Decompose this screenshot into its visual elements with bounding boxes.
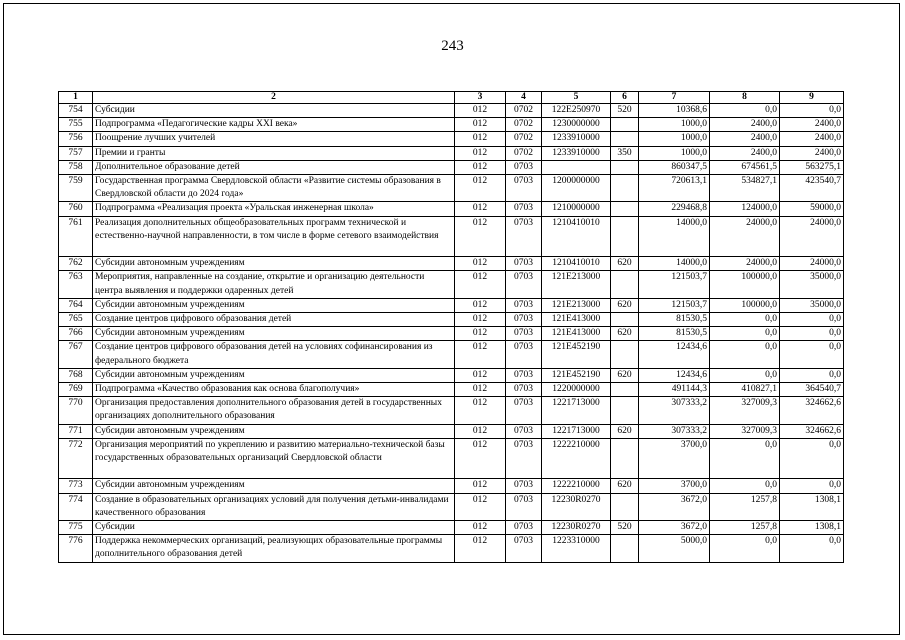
expense-type-cell bbox=[611, 535, 639, 562]
row-name-cell: Подпрограмма «Педагогические кадры XXI века» bbox=[93, 118, 455, 132]
target-article-cell bbox=[542, 160, 611, 174]
section-code-cell: 0703 bbox=[506, 493, 542, 520]
ministry-code-cell: 012 bbox=[455, 438, 506, 479]
target-article-cell: 1221713000 bbox=[542, 397, 611, 424]
section-code-cell: 0703 bbox=[506, 216, 542, 257]
section-code-cell: 0703 bbox=[506, 202, 542, 216]
expense-type-cell: 620 bbox=[611, 424, 639, 438]
row-name-cell: Субсидии автономным учреждениям bbox=[93, 327, 455, 341]
ministry-code-cell: 012 bbox=[455, 118, 506, 132]
table-row bbox=[59, 493, 844, 520]
amount-cell: 2400,0 bbox=[780, 118, 844, 132]
table-header-row bbox=[59, 92, 844, 104]
section-code-cell: 0702 bbox=[506, 146, 542, 160]
column-header: 1 bbox=[59, 92, 93, 104]
ministry-code-cell: 012 bbox=[455, 521, 506, 535]
expense-type-cell: 620 bbox=[611, 327, 639, 341]
amount-cell: 3672,0 bbox=[639, 493, 710, 520]
ministry-code-cell: 012 bbox=[455, 535, 506, 562]
amount-cell: 0,0 bbox=[710, 535, 780, 562]
table-row bbox=[59, 271, 844, 298]
ministry-code-cell: 012 bbox=[455, 257, 506, 271]
row-number-cell: 768 bbox=[59, 368, 93, 382]
column-header: 9 bbox=[780, 92, 844, 104]
section-code-cell: 0703 bbox=[506, 175, 542, 202]
ministry-code-cell: 012 bbox=[455, 479, 506, 493]
row-number-cell: 767 bbox=[59, 341, 93, 368]
row-name-cell: Дополнительное образование детей bbox=[93, 160, 455, 174]
amount-cell: 2400,0 bbox=[780, 146, 844, 160]
table-row bbox=[59, 341, 844, 368]
ministry-code-cell: 012 bbox=[455, 298, 506, 312]
amount-cell: 0,0 bbox=[710, 327, 780, 341]
amount-cell: 860347,5 bbox=[639, 160, 710, 174]
row-name-cell: Создание центров цифрового образования детей bbox=[93, 313, 455, 327]
amount-cell: 327009,3 bbox=[710, 424, 780, 438]
ministry-code-cell: 012 bbox=[455, 271, 506, 298]
expense-type-cell bbox=[611, 118, 639, 132]
row-name-cell: Субсидии автономным учреждениям bbox=[93, 257, 455, 271]
amount-cell: 0,0 bbox=[710, 438, 780, 479]
section-code-cell: 0703 bbox=[506, 424, 542, 438]
expense-type-cell: 520 bbox=[611, 521, 639, 535]
amount-cell: 0,0 bbox=[780, 479, 844, 493]
row-number-cell: 761 bbox=[59, 216, 93, 257]
column-header: 7 bbox=[639, 92, 710, 104]
ministry-code-cell: 012 bbox=[455, 383, 506, 397]
amount-cell: 0,0 bbox=[780, 368, 844, 382]
budget-table bbox=[58, 91, 844, 563]
row-number-cell: 776 bbox=[59, 535, 93, 562]
row-number-cell: 772 bbox=[59, 438, 93, 479]
target-article-cell: 1222210000 bbox=[542, 438, 611, 479]
expense-type-cell bbox=[611, 341, 639, 368]
amount-cell: 563275,1 bbox=[780, 160, 844, 174]
row-name-cell: Субсидии автономным учреждениям bbox=[93, 298, 455, 312]
ministry-code-cell: 012 bbox=[455, 493, 506, 520]
amount-cell: 0,0 bbox=[780, 438, 844, 479]
row-name-cell: Реализация дополнительных общеобразовательных программ технической и естественно-научной направленности, в том числе в форме сетевого взаимодействия bbox=[93, 216, 455, 257]
row-number-cell: 771 bbox=[59, 424, 93, 438]
amount-cell: 2400,0 bbox=[710, 132, 780, 146]
ministry-code-cell: 012 bbox=[455, 104, 506, 118]
row-name-cell: Премии и гранты bbox=[93, 146, 455, 160]
row-number-cell: 763 bbox=[59, 271, 93, 298]
column-header: 2 bbox=[93, 92, 455, 104]
table-row bbox=[59, 132, 844, 146]
section-code-cell: 0702 bbox=[506, 118, 542, 132]
section-code-cell: 0703 bbox=[506, 535, 542, 562]
ministry-code-cell: 012 bbox=[455, 397, 506, 424]
section-code-cell: 0703 bbox=[506, 257, 542, 271]
column-header: 4 bbox=[506, 92, 542, 104]
column-header: 8 bbox=[710, 92, 780, 104]
expense-type-cell bbox=[611, 397, 639, 424]
table-row bbox=[59, 397, 844, 424]
target-article-cell: 1223310000 bbox=[542, 535, 611, 562]
row-name-cell: Мероприятия, направленные на создание, открытие и организацию деятельности центра выявления и поддержки одаренных детей bbox=[93, 271, 455, 298]
amount-cell: 1308,1 bbox=[780, 521, 844, 535]
column-header: 6 bbox=[611, 92, 639, 104]
expense-type-cell bbox=[611, 160, 639, 174]
amount-cell: 0,0 bbox=[780, 535, 844, 562]
table-row bbox=[59, 216, 844, 257]
amount-cell: 324662,6 bbox=[780, 424, 844, 438]
row-name-cell: Субсидии автономным учреждениям bbox=[93, 479, 455, 493]
expense-type-cell bbox=[611, 313, 639, 327]
row-number-cell: 766 bbox=[59, 327, 93, 341]
table-row bbox=[59, 202, 844, 216]
page-number: 243 bbox=[441, 38, 464, 54]
row-name-cell: Создание в образовательных организациях условий для получения детьми-инвалидами качественного образования bbox=[93, 493, 455, 520]
table-body bbox=[59, 104, 844, 563]
row-number-cell: 770 bbox=[59, 397, 93, 424]
row-name-cell: Организация предоставления дополнительного образования детей в государственных организациях дополнительного образования bbox=[93, 397, 455, 424]
row-number-cell: 758 bbox=[59, 160, 93, 174]
row-number-cell: 756 bbox=[59, 132, 93, 146]
target-article-cell: 12230R0270 bbox=[542, 521, 611, 535]
amount-cell: 324662,6 bbox=[780, 397, 844, 424]
table-row bbox=[59, 146, 844, 160]
amount-cell: 12434,6 bbox=[639, 368, 710, 382]
amount-cell: 1000,0 bbox=[639, 118, 710, 132]
target-article-cell: 1230000000 bbox=[542, 118, 611, 132]
amount-cell: 0,0 bbox=[710, 341, 780, 368]
expense-type-cell bbox=[611, 202, 639, 216]
amount-cell: 327009,3 bbox=[710, 397, 780, 424]
amount-cell: 124000,0 bbox=[710, 202, 780, 216]
row-name-cell: Подпрограмма «Реализация проекта «Уральская инженерная школа» bbox=[93, 202, 455, 216]
amount-cell: 423540,7 bbox=[780, 175, 844, 202]
amount-cell: 1257,8 bbox=[710, 521, 780, 535]
ministry-code-cell: 012 bbox=[455, 146, 506, 160]
amount-cell: 14000,0 bbox=[639, 216, 710, 257]
amount-cell: 35000,0 bbox=[780, 298, 844, 312]
section-code-cell: 0703 bbox=[506, 438, 542, 479]
amount-cell: 121503,7 bbox=[639, 271, 710, 298]
row-name-cell: Подпрограмма «Качество образования как основа благополучия» bbox=[93, 383, 455, 397]
target-article-cell: 1222210000 bbox=[542, 479, 611, 493]
target-article-cell: 1220000000 bbox=[542, 383, 611, 397]
row-name-cell: Организация мероприятий по укреплению и развитию материально-технической базы государственных образовательных организаций Свердловской области bbox=[93, 438, 455, 479]
section-code-cell: 0703 bbox=[506, 368, 542, 382]
row-name-cell: Государственная программа Свердловской области «Развитие системы образования в Свердловской области до 2024 года» bbox=[93, 175, 455, 202]
expense-type-cell: 620 bbox=[611, 257, 639, 271]
row-name-cell: Поддержка некоммерческих организаций, реализующих образовательные программы дополнительного образования детей bbox=[93, 535, 455, 562]
section-code-cell: 0703 bbox=[506, 313, 542, 327]
amount-cell: 100000,0 bbox=[710, 298, 780, 312]
row-name-cell: Поощрение лучших учителей bbox=[93, 132, 455, 146]
table-row bbox=[59, 257, 844, 271]
expense-type-cell bbox=[611, 493, 639, 520]
amount-cell: 491144,3 bbox=[639, 383, 710, 397]
amount-cell: 3700,0 bbox=[639, 479, 710, 493]
table-row bbox=[59, 521, 844, 535]
ministry-code-cell: 012 bbox=[455, 132, 506, 146]
amount-cell: 0,0 bbox=[710, 479, 780, 493]
target-article-cell: 1233910000 bbox=[542, 132, 611, 146]
target-article-cell: 12230R0270 bbox=[542, 493, 611, 520]
amount-cell: 410827,1 bbox=[710, 383, 780, 397]
target-article-cell: 1210000000 bbox=[542, 202, 611, 216]
target-article-cell: 121E413000 bbox=[542, 327, 611, 341]
amount-cell: 24000,0 bbox=[710, 216, 780, 257]
expense-type-cell: 620 bbox=[611, 368, 639, 382]
ministry-code-cell: 012 bbox=[455, 368, 506, 382]
row-number-cell: 760 bbox=[59, 202, 93, 216]
section-code-cell: 0703 bbox=[506, 160, 542, 174]
table-row bbox=[59, 383, 844, 397]
expense-type-cell bbox=[611, 175, 639, 202]
ministry-code-cell: 012 bbox=[455, 216, 506, 257]
amount-cell: 24000,0 bbox=[780, 257, 844, 271]
amount-cell: 2400,0 bbox=[710, 118, 780, 132]
expense-type-cell: 620 bbox=[611, 298, 639, 312]
target-article-cell: 1210410010 bbox=[542, 257, 611, 271]
table-row bbox=[59, 118, 844, 132]
row-name-cell: Субсидии автономным учреждениям bbox=[93, 424, 455, 438]
amount-cell: 720613,1 bbox=[639, 175, 710, 202]
target-article-cell: 1233910000 bbox=[542, 146, 611, 160]
ministry-code-cell: 012 bbox=[455, 313, 506, 327]
section-code-cell: 0703 bbox=[506, 298, 542, 312]
amount-cell: 307333,2 bbox=[639, 424, 710, 438]
row-number-cell: 757 bbox=[59, 146, 93, 160]
amount-cell: 1308,1 bbox=[780, 493, 844, 520]
amount-cell: 121503,7 bbox=[639, 298, 710, 312]
table-row bbox=[59, 327, 844, 341]
table-row bbox=[59, 438, 844, 479]
amount-cell: 5000,0 bbox=[639, 535, 710, 562]
ministry-code-cell: 012 bbox=[455, 341, 506, 368]
section-code-cell: 0703 bbox=[506, 271, 542, 298]
section-code-cell: 0702 bbox=[506, 104, 542, 118]
expense-type-cell bbox=[611, 216, 639, 257]
amount-cell: 0,0 bbox=[780, 341, 844, 368]
target-article-cell: 121E452190 bbox=[542, 368, 611, 382]
expense-type-cell bbox=[611, 132, 639, 146]
amount-cell: 59000,0 bbox=[780, 202, 844, 216]
amount-cell: 534827,1 bbox=[710, 175, 780, 202]
amount-cell: 0,0 bbox=[710, 313, 780, 327]
target-article-cell: 121E213000 bbox=[542, 271, 611, 298]
amount-cell: 0,0 bbox=[780, 327, 844, 341]
amount-cell: 12434,6 bbox=[639, 341, 710, 368]
row-name-cell: Субсидии bbox=[93, 521, 455, 535]
table-row bbox=[59, 160, 844, 174]
expense-type-cell: 520 bbox=[611, 104, 639, 118]
section-code-cell: 0703 bbox=[506, 479, 542, 493]
row-number-cell: 775 bbox=[59, 521, 93, 535]
amount-cell: 1000,0 bbox=[639, 132, 710, 146]
section-code-cell: 0703 bbox=[506, 341, 542, 368]
amount-cell: 2400,0 bbox=[710, 146, 780, 160]
table-row bbox=[59, 313, 844, 327]
row-number-cell: 764 bbox=[59, 298, 93, 312]
section-code-cell: 0703 bbox=[506, 397, 542, 424]
expense-type-cell bbox=[611, 438, 639, 479]
target-article-cell: 1221713000 bbox=[542, 424, 611, 438]
amount-cell: 3700,0 bbox=[639, 438, 710, 479]
row-number-cell: 762 bbox=[59, 257, 93, 271]
target-article-cell: 121E413000 bbox=[542, 313, 611, 327]
table-row bbox=[59, 298, 844, 312]
amount-cell: 674561,5 bbox=[710, 160, 780, 174]
amount-cell: 14000,0 bbox=[639, 257, 710, 271]
amount-cell: 1257,8 bbox=[710, 493, 780, 520]
amount-cell: 81530,5 bbox=[639, 327, 710, 341]
amount-cell: 3672,0 bbox=[639, 521, 710, 535]
table-row bbox=[59, 175, 844, 202]
expense-type-cell: 620 bbox=[611, 479, 639, 493]
row-name-cell: Создание центров цифрового образования детей на условиях софинансирования из федерального бюджета bbox=[93, 341, 455, 368]
ministry-code-cell: 012 bbox=[455, 175, 506, 202]
amount-cell: 0,0 bbox=[710, 104, 780, 118]
amount-cell: 24000,0 bbox=[710, 257, 780, 271]
row-name-cell: Субсидии bbox=[93, 104, 455, 118]
amount-cell: 364540,7 bbox=[780, 383, 844, 397]
amount-cell: 35000,0 bbox=[780, 271, 844, 298]
amount-cell: 81530,5 bbox=[639, 313, 710, 327]
column-header: 5 bbox=[542, 92, 611, 104]
row-number-cell: 773 bbox=[59, 479, 93, 493]
ministry-code-cell: 012 bbox=[455, 424, 506, 438]
table-row bbox=[59, 424, 844, 438]
amount-cell: 0,0 bbox=[780, 104, 844, 118]
section-code-cell: 0703 bbox=[506, 521, 542, 535]
amount-cell: 0,0 bbox=[710, 368, 780, 382]
row-number-cell: 755 bbox=[59, 118, 93, 132]
amount-cell: 229468,8 bbox=[639, 202, 710, 216]
expense-type-cell bbox=[611, 383, 639, 397]
expense-type-cell bbox=[611, 271, 639, 298]
table-row bbox=[59, 104, 844, 118]
amount-cell: 0,0 bbox=[780, 313, 844, 327]
amount-cell: 1000,0 bbox=[639, 146, 710, 160]
section-code-cell: 0703 bbox=[506, 327, 542, 341]
table-row bbox=[59, 479, 844, 493]
column-header: 3 bbox=[455, 92, 506, 104]
amount-cell: 2400,0 bbox=[780, 132, 844, 146]
row-number-cell: 759 bbox=[59, 175, 93, 202]
row-number-cell: 774 bbox=[59, 493, 93, 520]
table-row bbox=[59, 535, 844, 562]
target-article-cell: 122E250970 bbox=[542, 104, 611, 118]
target-article-cell: 1210410010 bbox=[542, 216, 611, 257]
target-article-cell: 121E452190 bbox=[542, 341, 611, 368]
table-row bbox=[59, 368, 844, 382]
amount-cell: 10368,6 bbox=[639, 104, 710, 118]
expense-type-cell: 350 bbox=[611, 146, 639, 160]
target-article-cell: 1200000000 bbox=[542, 175, 611, 202]
amount-cell: 24000,0 bbox=[780, 216, 844, 257]
ministry-code-cell: 012 bbox=[455, 202, 506, 216]
row-number-cell: 754 bbox=[59, 104, 93, 118]
section-code-cell: 0703 bbox=[506, 383, 542, 397]
row-number-cell: 765 bbox=[59, 313, 93, 327]
ministry-code-cell: 012 bbox=[455, 327, 506, 341]
amount-cell: 307333,2 bbox=[639, 397, 710, 424]
row-name-cell: Субсидии автономным учреждениям bbox=[93, 368, 455, 382]
section-code-cell: 0702 bbox=[506, 132, 542, 146]
target-article-cell: 121E213000 bbox=[542, 298, 611, 312]
amount-cell: 100000,0 bbox=[710, 271, 780, 298]
ministry-code-cell: 012 bbox=[455, 160, 506, 174]
row-number-cell: 769 bbox=[59, 383, 93, 397]
